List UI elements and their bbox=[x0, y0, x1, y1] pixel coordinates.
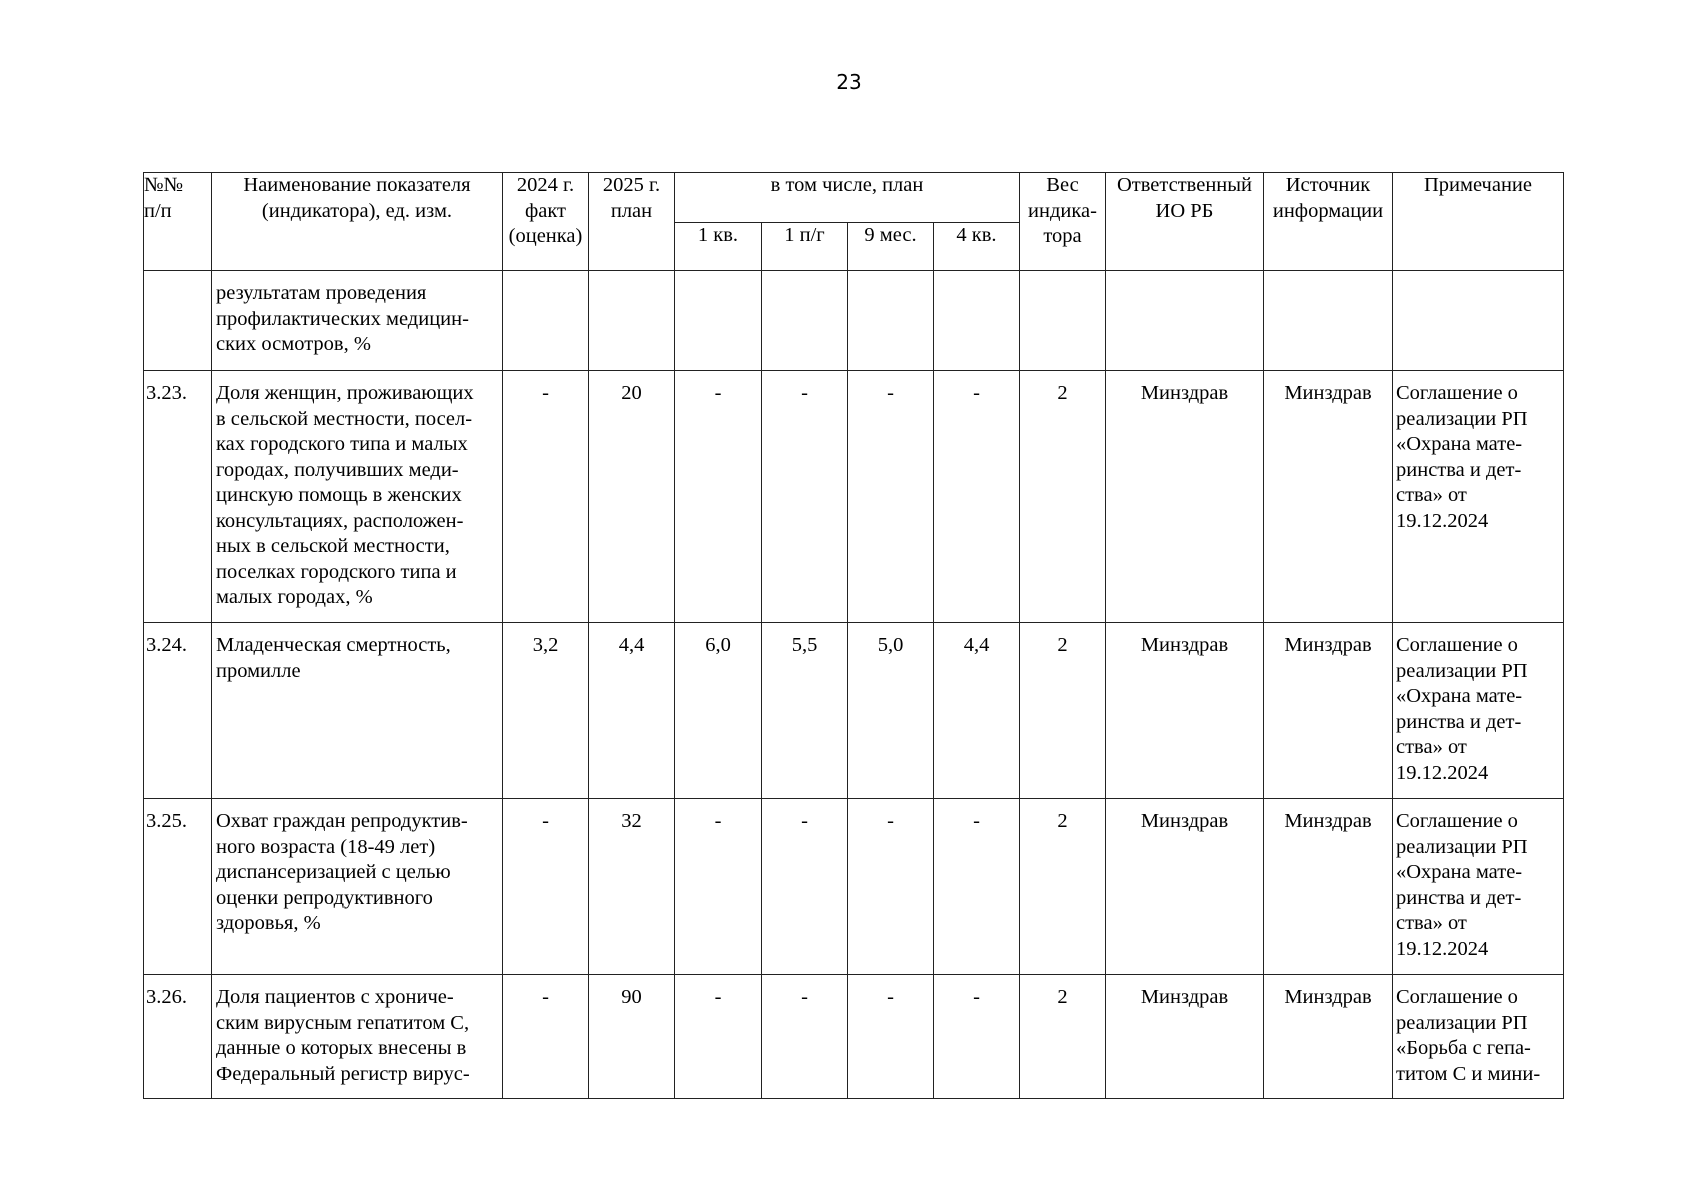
indicators-table bbox=[143, 172, 1564, 1099]
row-h1: - bbox=[762, 975, 848, 1099]
header-responsible: Ответственный ИО РБ bbox=[1106, 173, 1264, 271]
table-row bbox=[144, 975, 1564, 1099]
row-weight: 2 bbox=[1020, 799, 1106, 975]
row-h1 bbox=[762, 271, 848, 371]
row-fact-2024: - bbox=[503, 371, 589, 623]
row-note: Соглашение о реализации РП «Охрана мате- ринства и дет- ства» от 19.12.2024 bbox=[1393, 623, 1564, 799]
row-note: Соглашение о реализации РП «Охрана мате- ринства и дет- ства» от 19.12.2024 bbox=[1393, 799, 1564, 975]
row-q4: - bbox=[934, 799, 1020, 975]
row-h1: - bbox=[762, 799, 848, 975]
row-m9: - bbox=[848, 799, 934, 975]
row-q1: - bbox=[675, 975, 762, 1099]
row-num: 3.23. bbox=[144, 371, 212, 623]
row-plan-2025: 32 bbox=[589, 799, 675, 975]
header-note: Примечание bbox=[1393, 173, 1564, 271]
row-num: 3.24. bbox=[144, 623, 212, 799]
row-fact-2024 bbox=[503, 271, 589, 371]
row-name: Охват граждан репродуктив- ного возраста (18-49 лет) диспансеризацией с целью оценки репродуктивного здоровья, % bbox=[212, 799, 503, 975]
row-name: Доля пациентов с хрониче- ским вирусным гепатитом С, данные о которых внесены в Федеральный регистр вирус- bbox=[212, 975, 503, 1099]
row-responsible: Минздрав bbox=[1106, 371, 1264, 623]
row-q1 bbox=[675, 271, 762, 371]
row-responsible bbox=[1106, 271, 1264, 371]
row-q4: 4,4 bbox=[934, 623, 1020, 799]
row-q4: - bbox=[934, 975, 1020, 1099]
row-responsible: Минздрав bbox=[1106, 975, 1264, 1099]
row-plan-2025: 90 bbox=[589, 975, 675, 1099]
table-row bbox=[144, 623, 1564, 799]
row-responsible: Минздрав bbox=[1106, 799, 1264, 975]
row-m9 bbox=[848, 271, 934, 371]
row-source bbox=[1264, 271, 1393, 371]
row-source: Минздрав bbox=[1264, 623, 1393, 799]
row-q4: - bbox=[934, 371, 1020, 623]
table-header bbox=[144, 173, 1564, 271]
row-fact-2024: - bbox=[503, 799, 589, 975]
row-m9: - bbox=[848, 371, 934, 623]
header-group-plan: в том числе, план bbox=[675, 173, 1020, 223]
row-plan-2025: 20 bbox=[589, 371, 675, 623]
header-plan-2025: 2025 г. план bbox=[589, 173, 675, 271]
table-row bbox=[144, 799, 1564, 975]
header-q4: 4 кв. bbox=[934, 223, 1020, 271]
row-h1: - bbox=[762, 371, 848, 623]
row-q1: 6,0 bbox=[675, 623, 762, 799]
row-fact-2024: - bbox=[503, 975, 589, 1099]
row-name: Доля женщин, проживающих в сельской местности, посел- ках городского типа и малых городах, получивших меди- цинскую помощь в женских консультациях, расположен- ных в сельской местности, поселках городского типа и малых городах, % bbox=[212, 371, 503, 623]
header-m9: 9 мес. bbox=[848, 223, 934, 271]
header-num: №№ п/п bbox=[144, 173, 212, 271]
header-source: Источник информации bbox=[1264, 173, 1393, 271]
row-q1: - bbox=[675, 799, 762, 975]
row-q1: - bbox=[675, 371, 762, 623]
row-weight: 2 bbox=[1020, 371, 1106, 623]
header-h1: 1 п/г bbox=[762, 223, 848, 271]
row-plan-2025: 4,4 bbox=[589, 623, 675, 799]
row-name: результатам проведения профилактических медицин- ских осмотров, % bbox=[212, 271, 503, 371]
row-note bbox=[1393, 271, 1564, 371]
header-name: Наименование показателя (индикатора), ед. изм. bbox=[212, 173, 503, 271]
row-num bbox=[144, 271, 212, 371]
table-row bbox=[144, 271, 1564, 371]
header-q1: 1 кв. bbox=[675, 223, 762, 271]
row-weight: 2 bbox=[1020, 975, 1106, 1099]
row-source: Минздрав bbox=[1264, 975, 1393, 1099]
row-note: Соглашение о реализации РП «Борьба с гепа- титом С и мини- bbox=[1393, 975, 1564, 1099]
row-note: Соглашение о реализации РП «Охрана мате- ринства и дет- ства» от 19.12.2024 bbox=[1393, 371, 1564, 623]
row-q4 bbox=[934, 271, 1020, 371]
header-weight: Вес индика- тора bbox=[1020, 173, 1106, 271]
row-m9: - bbox=[848, 975, 934, 1099]
row-name: Младенческая смертность, промилле bbox=[212, 623, 503, 799]
row-fact-2024: 3,2 bbox=[503, 623, 589, 799]
row-weight bbox=[1020, 271, 1106, 371]
row-num: 3.26. bbox=[144, 975, 212, 1099]
row-h1: 5,5 bbox=[762, 623, 848, 799]
row-num: 3.25. bbox=[144, 799, 212, 975]
row-source: Минздрав bbox=[1264, 371, 1393, 623]
row-responsible: Минздрав bbox=[1106, 623, 1264, 799]
row-source: Минздрав bbox=[1264, 799, 1393, 975]
row-plan-2025 bbox=[589, 271, 675, 371]
table-row bbox=[144, 371, 1564, 623]
row-m9: 5,0 bbox=[848, 623, 934, 799]
page-number: 23 bbox=[836, 70, 862, 94]
header-fact-2024: 2024 г. факт (оценка) bbox=[503, 173, 589, 271]
row-weight: 2 bbox=[1020, 623, 1106, 799]
